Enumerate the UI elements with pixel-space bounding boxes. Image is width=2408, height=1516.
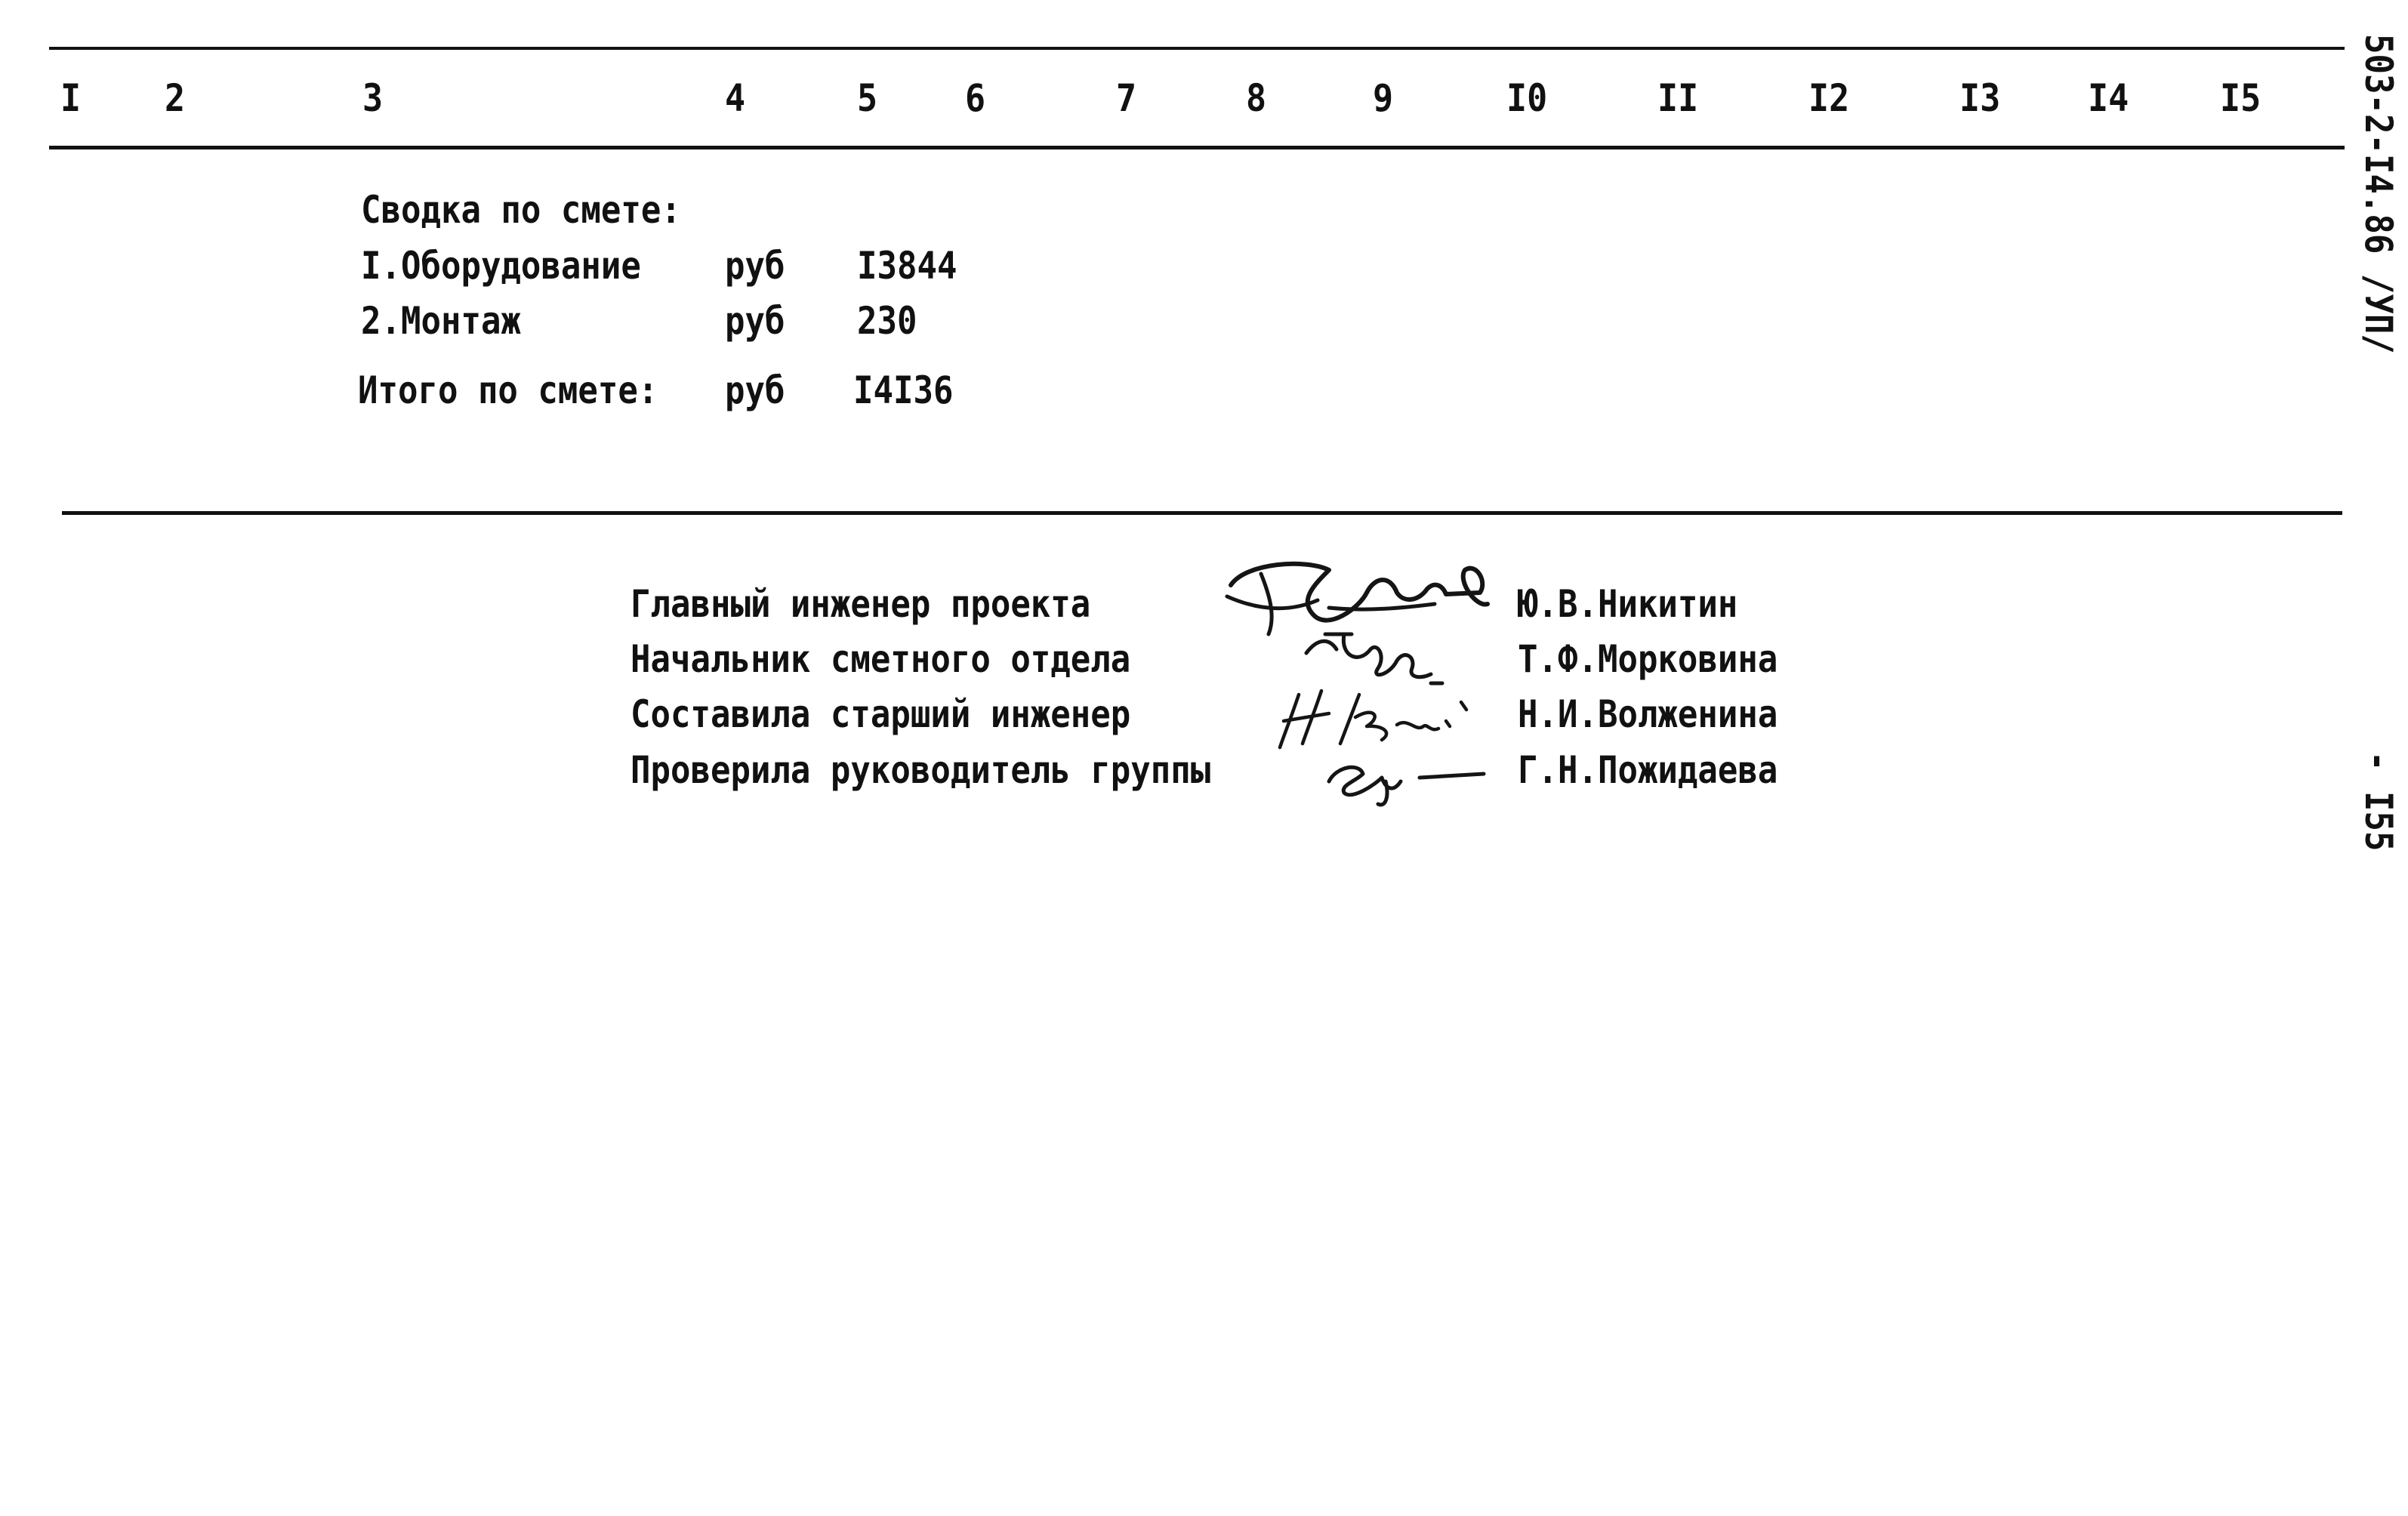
signatory-title: Проверила руководитель группы <box>631 748 1211 792</box>
column-number: I3 <box>1959 76 2001 120</box>
signature-row <box>0 747 2408 800</box>
summary-row-label: 2.Монтаж <box>361 299 521 343</box>
summary-total-label: Итого по смете: <box>358 368 658 412</box>
section-divider-rule <box>62 511 2342 515</box>
summary-total-value: I4I36 <box>853 368 954 412</box>
signature-row <box>0 581 2408 634</box>
summary-title: Сводка по смете: <box>361 188 681 232</box>
signatory-name: Г.Н.Пожидаева <box>1518 748 1778 792</box>
column-number: 9 <box>1373 76 1394 120</box>
column-number: I5 <box>2220 76 2262 120</box>
handwritten-signature <box>1314 747 1495 808</box>
summary-total-unit: руб <box>725 368 785 412</box>
column-number: II <box>1657 76 1699 120</box>
column-number: 7 <box>1116 76 1137 120</box>
summary-row-label: I.Оборудование <box>361 244 641 288</box>
signature-row <box>0 692 2408 744</box>
summary-row-unit: руб <box>725 299 785 343</box>
page-number: - I55 <box>2357 751 2400 852</box>
column-number: 5 <box>857 76 878 120</box>
summary-row-value: 230 <box>857 299 917 343</box>
column-number: 8 <box>1246 76 1267 120</box>
header-top-rule <box>49 47 2345 50</box>
column-number: I2 <box>1808 76 1850 120</box>
handwritten-signature <box>1269 679 1480 755</box>
signature-row <box>0 636 2408 689</box>
column-number: I <box>60 76 82 120</box>
document-code: 503-2-I4.86 /УП/ <box>2357 34 2400 354</box>
signatory-name: Н.И.Волженина <box>1518 692 1778 736</box>
signatory-title: Составила старший инженер <box>631 692 1131 736</box>
signatory-name: Т.Ф.Морковина <box>1518 637 1778 681</box>
column-number: 2 <box>165 76 186 120</box>
header-bottom-rule <box>49 146 2345 149</box>
signatory-title: Начальник сметного отдела <box>631 637 1131 681</box>
column-number: I4 <box>2088 76 2129 120</box>
column-number: 3 <box>362 76 384 120</box>
column-number: 6 <box>965 76 986 120</box>
signatory-title: Главный инженер проекта <box>631 582 1091 626</box>
summary-row-unit: руб <box>725 244 785 288</box>
signatory-name: Ю.В.Никитин <box>1518 582 1738 626</box>
summary-row-value: I3844 <box>857 244 957 288</box>
column-number: I0 <box>1506 76 1548 120</box>
column-number: 4 <box>725 76 746 120</box>
